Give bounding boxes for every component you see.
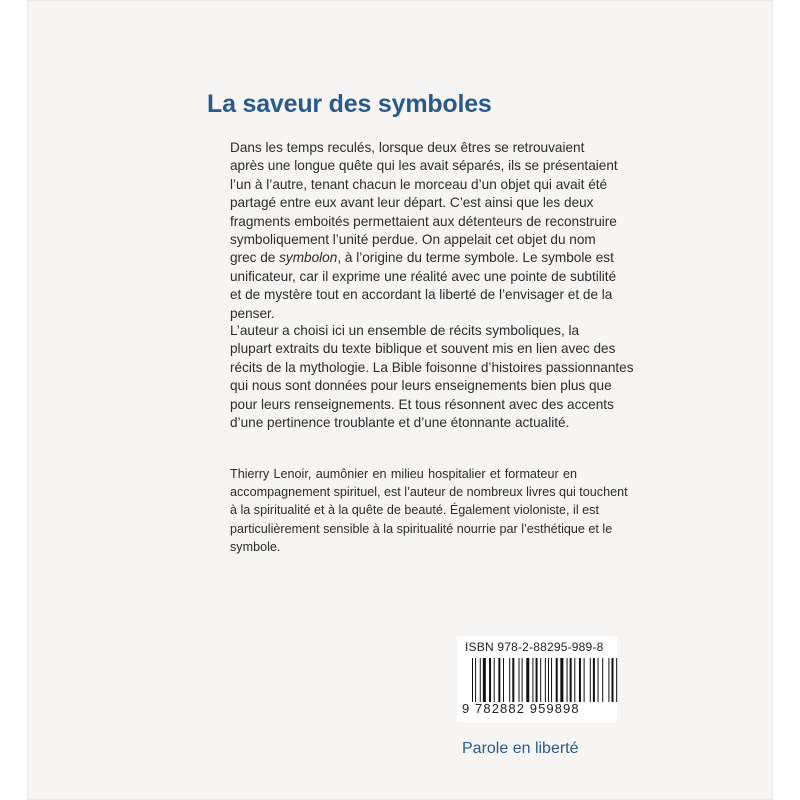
text-line: l’un à l’autre, tenant chacun le morceau d’un objet qui avait été xyxy=(230,176,608,192)
barcode-bar xyxy=(593,658,595,702)
text-segment: , à l’origine du terme symbole. Le symbole est xyxy=(337,250,614,266)
barcode-bar xyxy=(503,658,504,702)
text-line: particulièrement sensible à la spiritualité nourrie par l’esthétique et le xyxy=(230,521,613,536)
barcode-bar xyxy=(532,658,533,702)
barcode-bar xyxy=(536,658,538,702)
barcode-bar xyxy=(540,658,541,702)
barcode-bar xyxy=(584,658,585,702)
barcode-bar xyxy=(560,658,563,702)
barcode-bar xyxy=(570,658,572,702)
barcode-bar xyxy=(548,658,549,702)
text-line: fragments emboités permettaient aux détenteurs de reconstruire xyxy=(230,213,617,229)
text-line: symboliquement l’unité perdue. On appelait cet objet du nom xyxy=(230,232,596,248)
barcode-bar xyxy=(472,658,473,702)
barcode-bar xyxy=(616,658,617,702)
text-line: plupart extraits du texte biblique et souvent mis en lien avec des xyxy=(230,341,616,357)
text-line: unificateur, car il exprime une réalité avec une pointe de subtilité xyxy=(230,268,617,284)
barcode-bar xyxy=(480,658,481,702)
isbn-label: ISBN 978-2-88295-989-8 xyxy=(465,640,604,654)
synopsis-paragraph-2 xyxy=(230,322,634,432)
text-line: Thierry Lenoir, aumônier en milieu hospitalier et formateur en xyxy=(230,467,577,481)
barcode-bar xyxy=(602,658,603,702)
italic-term: symbolon xyxy=(279,250,338,266)
text-line: récits de la mythologie. La Bible foisonne d’histoires passionnantes xyxy=(230,359,634,375)
synopsis-paragraph-1 xyxy=(230,139,618,323)
barcode-number: 9 782882 959898 xyxy=(462,701,580,716)
barcode-bar xyxy=(519,658,520,702)
book-title: La saveur des symboles xyxy=(207,90,492,118)
barcode-bar xyxy=(498,658,500,702)
barcode-bar xyxy=(475,658,476,702)
barcode-icon xyxy=(472,658,618,702)
text-line: après une longue quête qui les avait séparés, ils se présentaient xyxy=(230,158,618,174)
text-segment: grec de xyxy=(230,250,280,266)
text-line-mixed xyxy=(230,249,614,267)
barcode-bar xyxy=(545,658,546,702)
barcode-bar xyxy=(494,658,495,702)
barcode-bar xyxy=(556,658,558,702)
barcode-bar xyxy=(526,658,529,702)
text-line: d’une pertinence troublante et d’une étonnante actualité. xyxy=(230,415,570,431)
barcode-bar xyxy=(483,658,486,702)
barcode-bar xyxy=(522,658,523,702)
barcode-bar xyxy=(612,658,614,702)
barcode-bar xyxy=(489,658,491,702)
barcode-bar xyxy=(512,658,514,702)
text-line: pour leurs renseignements. Et tous résonnent avec des accents xyxy=(230,396,614,412)
publisher-name: Parole en liberté xyxy=(462,740,579,757)
barcode-bar xyxy=(509,658,510,702)
text-line: L’auteur a choisi ici un ensemble de récits symboliques, la xyxy=(230,323,580,338)
barcode-bar xyxy=(579,658,581,702)
barcode-bar xyxy=(551,658,552,702)
text-line: symbole. xyxy=(230,539,281,554)
text-line: Dans les temps reculés, lorsque deux êtres se retrouvaient xyxy=(230,140,585,155)
text-line: à la spiritualité et à la quête de beauté. Également violoniste, il est xyxy=(230,503,599,518)
barcode-bar xyxy=(590,658,591,702)
text-line: qui nous sont données pour leurs enseignements bien plus que xyxy=(230,378,612,394)
barcode-bar xyxy=(574,658,575,702)
text-line: penser. xyxy=(230,305,275,321)
text-line: partagé entre eux avant leur départ. C’est ainsi que les deux xyxy=(230,195,594,211)
text-line: et de mystère tout en accordant la liberté de l’envisager et de la xyxy=(230,287,613,303)
barcode-bar xyxy=(608,658,609,702)
barcode-bar xyxy=(567,658,568,702)
text-line: accompagnement spirituel, est l’auteur de nombreux livres qui touchent xyxy=(230,485,628,500)
author-bio-paragraph xyxy=(230,465,628,556)
barcode-bar xyxy=(598,658,599,702)
